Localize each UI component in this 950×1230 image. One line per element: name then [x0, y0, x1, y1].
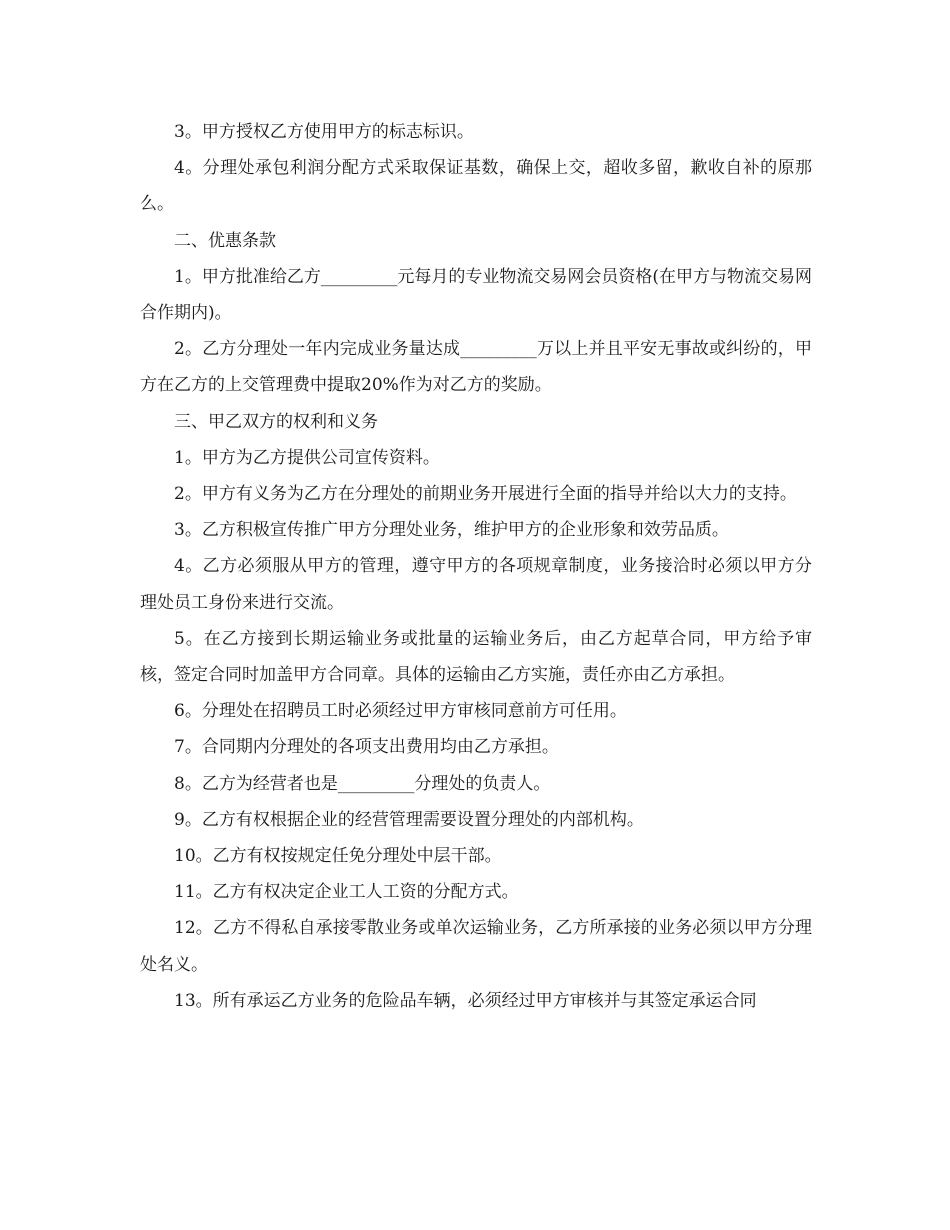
document-body [140, 114, 812, 1019]
paragraph: 6。分理处在招聘员工时必须经过甲方审核同意前方可任用。 [174, 701, 627, 722]
paragraph: 5。在乙方接到长期运输业务或批量的运输业务后，由乙方起草合同，甲方给予审核，签定合同时加盖甲方合同章。具体的运输由乙方实施，责任亦由乙方承担。 [140, 628, 812, 686]
paragraph: 2。乙方分理处一年内完成业务量达成_________万以上并且平安无事故或纠纷的，甲方在乙方的上交管理费中提取20%作为对乙方的奖励。 [140, 339, 812, 396]
paragraph: 4。分理处承包利润分配方式采取保证基数，确保上交，超收多留，歉收自补的原那么。 [140, 158, 812, 215]
section-heading: 二、优惠条款 [174, 230, 276, 251]
paragraph: 3。乙方积极宣传推广甲方分理处业务，维护甲方的企业形象和效劳品质。 [174, 520, 729, 541]
paragraph: 8。乙方为经营者也是_________分理处的负责人。 [174, 773, 551, 794]
paragraph: 4。乙方必须服从甲方的管理，遵守甲方的各项规章制度，业务接洽时必须以甲方分理处员工身份来进行交流。 [140, 556, 812, 613]
paragraph: 11。乙方有权决定企业工人工资的分配方式。 [174, 882, 519, 903]
paragraph: 10。乙方有权按规定任免分理处中层干部。 [174, 846, 502, 867]
paragraph: 7。合同期内分理处的各项支出费用均由乙方承担。 [174, 737, 559, 758]
paragraph: 13。所有承运乙方业务的危险品车辆，必须经过甲方审核并与其签定承运合同 [174, 990, 757, 1011]
section-heading: 三、甲乙双方的权利和义务 [174, 411, 378, 432]
paragraph: 1。甲方为乙方提供公司宣传资料。 [174, 447, 440, 468]
paragraph: 12。乙方不得私自承接零散业务或单次运输业务，乙方所承接的业务必须以甲方分理处名义。 [140, 918, 812, 975]
paragraph: 1。甲方批准给乙方_________元每月的专业物流交易网会员资格(在甲方与物流交易网合作期内)。 [140, 266, 812, 324]
paragraph: 2。甲方有义务为乙方在分理处的前期业务开展进行全面的指导并给以大力的支持。 [174, 484, 797, 505]
paragraph: 3。甲方授权乙方使用甲方的标志标识。 [174, 122, 474, 142]
paragraph: 9。乙方有权根据企业的经营管理需要设置分理处的内部机构。 [174, 809, 644, 830]
